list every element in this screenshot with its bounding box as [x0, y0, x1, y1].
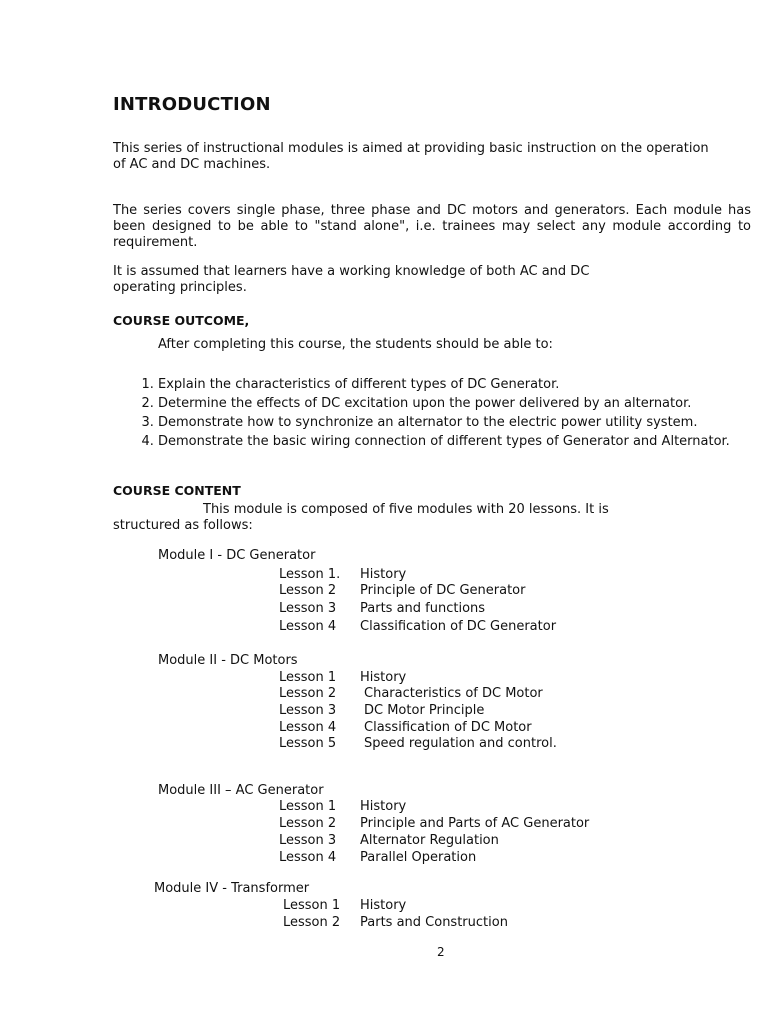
page-title: INTRODUCTION: [113, 94, 271, 115]
lesson-title: History: [360, 567, 407, 582]
lesson-number: Lesson 1.: [279, 567, 341, 582]
lesson-title: Classification of DC Motor: [364, 720, 532, 735]
outcome-item: 4. Demonstrate the basic wiring connection of different types of Generator and Alternator.: [158, 432, 768, 451]
lesson-number: Lesson 3: [279, 601, 337, 616]
lesson-title: Parts and functions: [360, 601, 486, 616]
course-outcome-heading: COURSE OUTCOME,: [113, 313, 250, 328]
lesson-title: DC Motor Principle: [364, 703, 485, 718]
lesson-number: Lesson 2: [279, 816, 337, 831]
lesson-title: Alternator Regulation: [360, 833, 499, 848]
outcome-item: 2. Determine the effects of DC excitation upon the power delivered by an alternator.: [158, 394, 768, 413]
lesson-number: Lesson 2: [279, 686, 337, 701]
intro-paragraph-3: It is assumed that learners have a working knowledge of both AC and DC operating principles.: [113, 264, 590, 295]
lesson-number: Lesson 1: [283, 898, 341, 913]
lesson-title: Principle of DC Generator: [360, 583, 526, 598]
lesson-number: Lesson 3: [279, 703, 337, 718]
lesson-title: History: [360, 898, 407, 913]
lesson-title: History: [360, 670, 407, 685]
lesson-title: Characteristics of DC Motor: [364, 686, 543, 701]
lesson-title: Parts and Construction: [360, 915, 508, 930]
outcome-item: 3. Demonstrate how to synchronize an alternator to the electric power utility system.: [158, 413, 768, 432]
lesson-title: Parallel Operation: [360, 850, 477, 865]
module-title: Module IV - Transformer: [154, 881, 310, 896]
lesson-title: Principle and Parts of AC Generator: [360, 816, 590, 831]
lesson-number: Lesson 4: [279, 850, 337, 865]
lesson-number: Lesson 2: [283, 915, 341, 930]
module-title: Module I - DC Generator: [158, 548, 316, 563]
intro-paragraph-1: This series of instructional modules is aimed at providing basic instruction on the operation of AC and DC machines.: [113, 141, 709, 172]
course-content-lead-line1: This module is composed of five modules with 20 lessons. It is: [203, 502, 609, 517]
lesson-number: Lesson 5: [279, 736, 337, 751]
course-content-lead-line2: structured as follows:: [113, 518, 253, 533]
page-number: 2: [437, 945, 445, 959]
lesson-title: Classification of DC Generator: [360, 619, 557, 634]
module-title: Module II - DC Motors: [158, 653, 298, 668]
lesson-number: Lesson 4: [279, 619, 337, 634]
lesson-number: Lesson 1: [279, 670, 337, 685]
course-content-heading: COURSE CONTENT: [113, 483, 241, 498]
lesson-title: History: [360, 799, 407, 814]
lesson-number: Lesson 1: [279, 799, 337, 814]
intro-paragraph-2: The series covers single phase, three phase and DC motors and generators. Each module has been designed to be able to "stand alone", i.e. trainees may select any module according to requirement.: [113, 203, 751, 250]
lesson-number: Lesson 4: [279, 720, 337, 735]
lesson-number: Lesson 2: [279, 583, 337, 598]
lesson-number: Lesson 3: [279, 833, 337, 848]
outcome-item: 1. Explain the characteristics of different types of DC Generator.: [158, 375, 768, 394]
module-title: Module III – AC Generator: [158, 783, 324, 798]
lesson-title: Speed regulation and control.: [364, 736, 557, 751]
course-outcome-lead: After completing this course, the students should be able to:: [158, 337, 553, 352]
course-outcome-list: [113, 375, 768, 451]
